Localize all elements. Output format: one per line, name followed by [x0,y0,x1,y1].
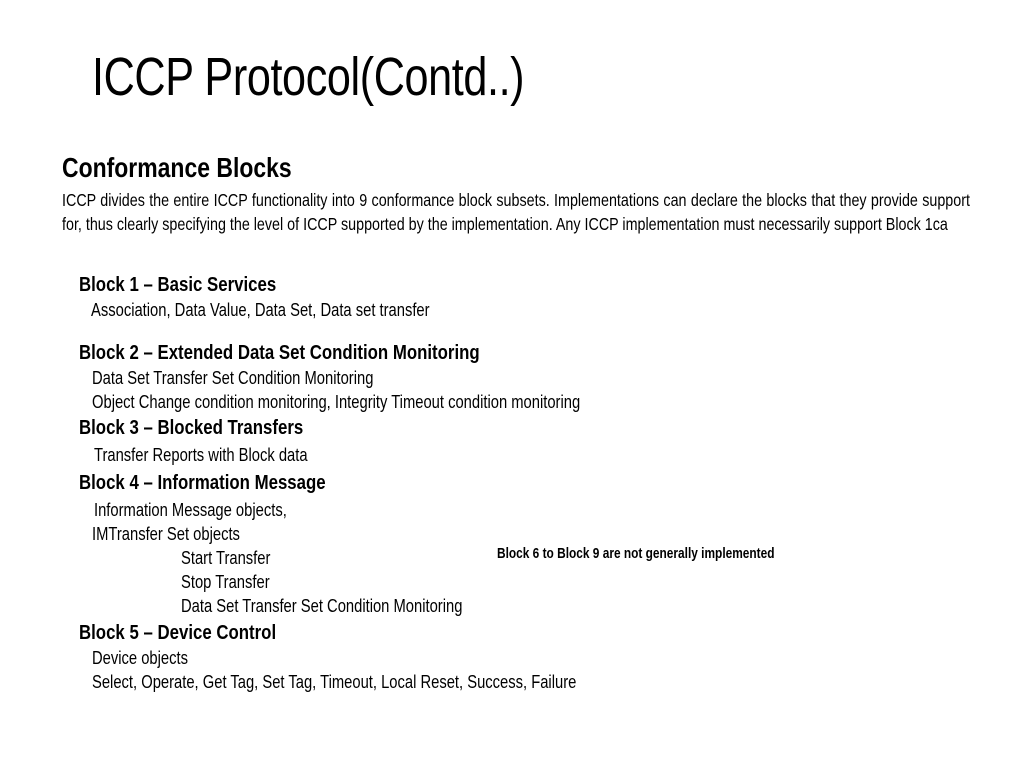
intro-paragraph: ICCP divides the entire ICCP functionality into 9 conformance block subsets. Implementations can declare the blocks that they provide support for, thus clearly specifying the level of ICCP supported by the implementation. Any ICCP implementation must necessarily support Block 1ca [62,190,970,234]
block-5-item: Select, Operate, Get Tag, Set Tag, Timeout, Local Reset, Success, Failure [92,672,577,692]
implementation-note: Block 6 to Block 9 are not generally implemented [497,546,775,562]
block-4-item: Information Message objects, [94,500,287,520]
block-2-item: Data Set Transfer Set Condition Monitoring [92,368,374,388]
block-2-heading: Block 2 – Extended Data Set Condition Monitoring [79,341,480,364]
slide-title: ICCP Protocol(Contd..) [92,47,525,107]
block-5-heading: Block 5 – Device Control [79,621,277,644]
block-1-item: Association, Data Value, Data Set, Data set transfer [91,300,430,320]
block-4-item: IMTransfer Set objects [92,524,240,544]
block-4-subitem: Start Transfer [181,548,271,568]
block-5-item: Device objects [92,648,188,668]
section-heading: Conformance Blocks [62,152,292,183]
block-3-heading: Block 3 – Blocked Transfers [79,416,304,439]
block-4-subitem: Stop Transfer [181,572,270,592]
block-2-item: Object Change condition monitoring, Integrity Timeout condition monitoring [92,392,581,412]
block-4-heading: Block 4 – Information Message [79,471,326,494]
block-1-heading: Block 1 – Basic Services [79,273,277,296]
block-4-subitem: Data Set Transfer Set Condition Monitoring [181,596,463,616]
block-3-item: Transfer Reports with Block data [94,445,308,465]
